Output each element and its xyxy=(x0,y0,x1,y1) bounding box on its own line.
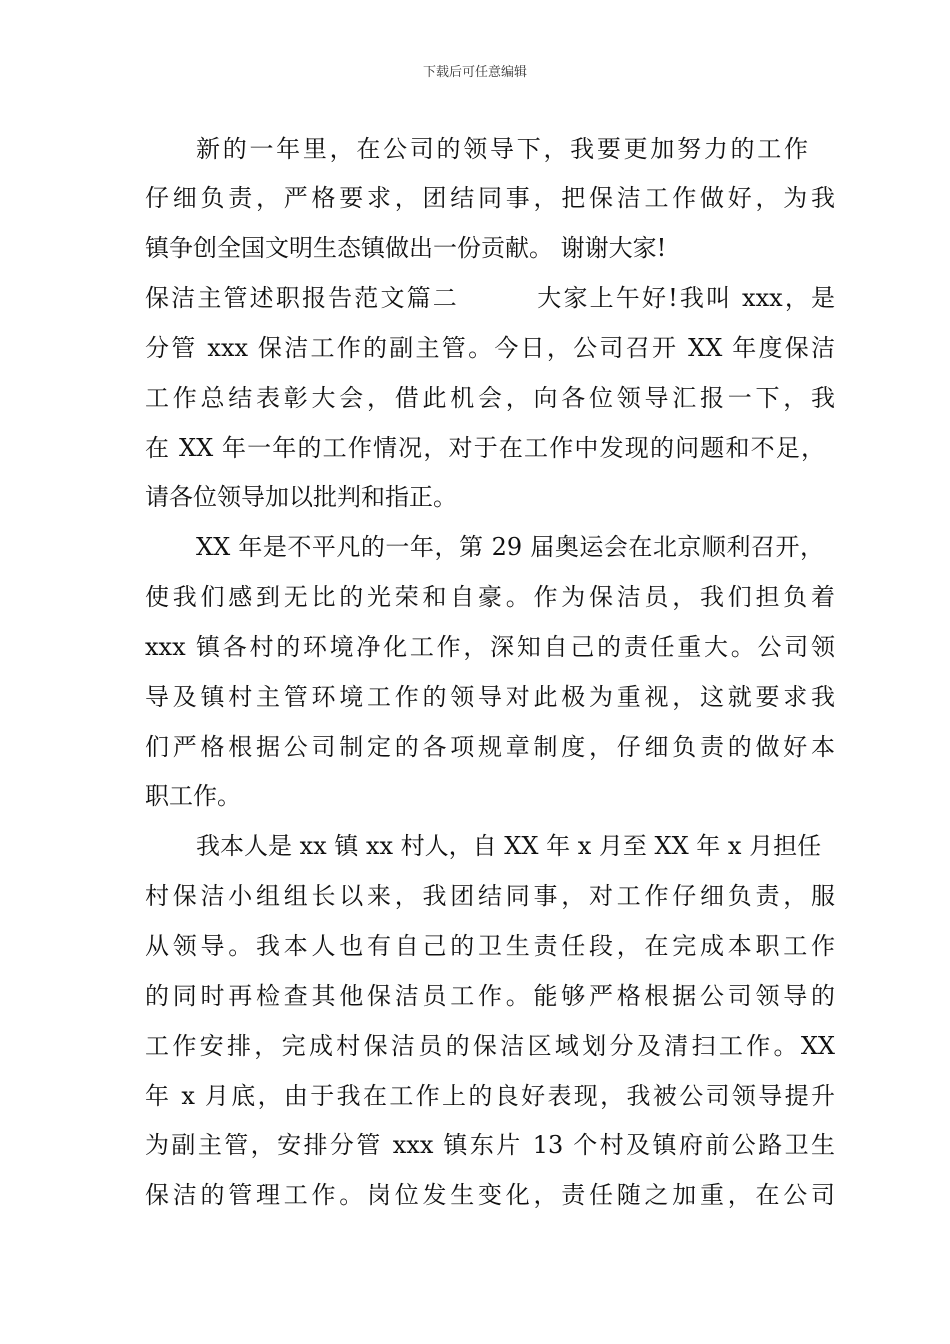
text-line: xxx 镇各村的环境净化工作，深知自己的责任重大。公司领 xyxy=(145,633,835,661)
text-line: 仔细负责，严格要求，团结同事，把保洁工作做好，为我 xyxy=(145,184,835,212)
text-line: 工作总结表彰大会，借此机会，向各位领导汇报一下，我 xyxy=(145,384,835,412)
text-line: 工作安排，完成村保洁员的保洁区域划分及清扫工作。XX xyxy=(145,1032,835,1060)
page-header: 下载后可任意编辑 xyxy=(422,65,527,80)
text-line: 为副主管，安排分管 xxx 镇东片 13 个村及镇府前公路卫生 xyxy=(145,1131,835,1159)
text-line: 保洁主管述职报告范文篇二 大家上午好!我叫 xxx，是 xyxy=(145,284,835,312)
text-line: XX 年是不平凡的一年，第 29 届奥运会在北京顺利召开， xyxy=(196,533,824,561)
text-line: 们严格根据公司制定的各项规章制度，仔细负责的做好本 xyxy=(145,733,835,761)
text-line: 的同时再检查其他保洁员工作。能够严格根据公司领导的 xyxy=(145,982,835,1010)
text-line: 请各位领导加以批判和指正。 xyxy=(145,483,457,511)
text-line: 在 XX 年一年的工作情况，对于在工作中发现的问题和不足， xyxy=(145,434,825,462)
text-line: 分管 xxx 保洁工作的副主管。今日，公司召开 XX 年度保洁 xyxy=(145,334,835,362)
text-line: 镇争创全国文明生态镇做出一份贡献。 谢谢大家! xyxy=(145,234,667,262)
text-line: 职工作。 xyxy=(145,782,241,810)
text-line: 从领导。我本人也有自己的卫生责任段，在完成本职工作 xyxy=(145,932,835,960)
text-line: 保洁的管理工作。岗位发生变化，责任随之加重，在公司 xyxy=(145,1181,835,1209)
text-line: 导及镇村主管环境工作的领导对此极为重视，这就要求我 xyxy=(145,683,835,711)
text-line: 新的一年里，在公司的领导下，我要更加努力的工作 xyxy=(196,135,808,163)
text-line: 使我们感到无比的光荣和自豪。作为保洁员，我们担负着 xyxy=(145,583,835,611)
text-line: 年 x 月底，由于我在工作上的良好表现，我被公司领导提升 xyxy=(145,1082,835,1110)
text-line: 我本人是 xx 镇 xx 村人，自 XX 年 x 月至 XX 年 x 月担任 xyxy=(196,832,822,860)
text-line: 村保洁小组组长以来，我团结同事，对工作仔细负责，服 xyxy=(145,882,835,910)
